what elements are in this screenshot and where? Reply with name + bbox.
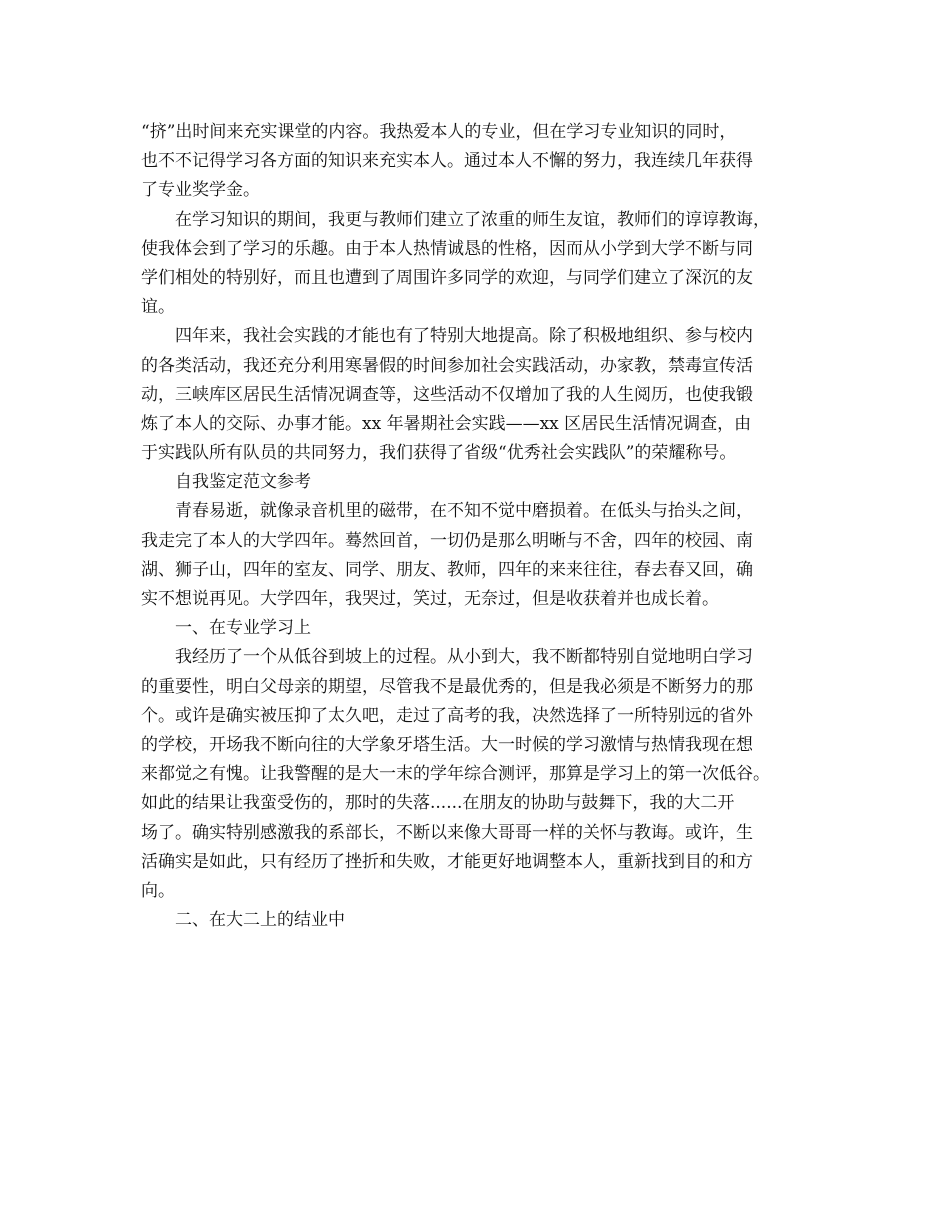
text-line: 于实践队所有队员的共同努力，我们获得了省级“优秀社会实践队”的荣耀称号。	[141, 443, 737, 464]
text-line: 使我体会到了学习的乐趣。由于本人热情诚恳的性格，因而从小学到大学不断与同	[141, 238, 753, 259]
text-line: 场了。确实特别感激我的系部长，不断以来像大哥哥一样的关怀与教诲。或许，生	[141, 822, 753, 843]
text-line: 炼了本人的交际、办事才能。xx 年暑期社会实践——xx 区居民生活情况调查，由	[141, 413, 752, 434]
text-line: 一、在专业学习上	[175, 618, 311, 639]
text-line: 我经历了一个从低谷到坡上的过程。从小到大，我不断都特别自觉地明白学习	[175, 647, 753, 668]
text-line: 自我鉴定范文参考	[175, 472, 311, 493]
text-line: 二、在大二上的结业中	[175, 910, 345, 931]
text-line: 在学习知识的期间，我更与教师们建立了浓重的师生友谊，教师们的谆谆教诲，	[175, 209, 770, 230]
text-line: “挤”出时间来充实课堂的内容。我热爱本人的专业，但在学习专业知识的同时，	[141, 122, 737, 142]
text-line: 四年来，我社会实践的才能也有了特别大地提高。除了积极地组织、参与校内	[175, 326, 753, 347]
text-line: 的学校，开场我不断向往的大学象牙塔生活。大一时候的学习激情与热情我现在想	[141, 734, 753, 755]
text-line: 了专业奖学金。	[141, 180, 260, 201]
text-line: 的重要性，明白父母亲的期望，尽管我不是最优秀的，但是我必须是不断努力的那	[141, 676, 753, 697]
text-line: 我走完了本人的大学四年。蓦然回首，一切仍是那么明晰与不舍，四年的校园、南	[141, 530, 753, 551]
document-body	[141, 118, 841, 935]
text-line: 学们相处的特别好，而且也遭到了周围许多同学的欢迎，与同学们建立了深沉的友	[141, 267, 753, 288]
text-line: 湖、狮子山，四年的室友、同学、朋友、教师，四年的来来往往，春去春又回，确	[141, 559, 753, 580]
text-line: 向。	[141, 880, 175, 901]
text-line: 个。或许是确实被压抑了太久吧，走过了高考的我，决然选择了一所特别远的省外	[141, 705, 753, 726]
text-line: 实不想说再见。大学四年，我哭过，笑过，无奈过，但是收获着并也成长着。	[141, 589, 719, 609]
text-line: 也不不记得学习各方面的知识来充实本人。通过本人不懈的努力，我连续几年获得	[141, 151, 753, 172]
text-line: 活确实是如此，只有经历了挫折和失败，才能更好地调整本人，重新找到目的和方	[141, 851, 753, 872]
text-line: 如此的结果让我蛮受伤的，那时的失落......在朋友的协助与鼓舞下，我的大二开	[141, 793, 735, 814]
text-line: 谊。	[141, 297, 175, 318]
text-line: 的各类活动，我还充分利用寒暑假的时间参加社会实践活动，办家教，禁毒宣传活	[141, 355, 753, 376]
text-line: 青春易逝，就像录音机里的磁带，在不知不觉中磨损着。在低头与抬头之间，	[175, 501, 753, 522]
text-line: 动，三峡库区居民生活情况调查等，这些活动不仅增加了我的人生阅历，也使我锻	[141, 384, 753, 405]
text-line: 来都觉之有愧。让我警醒的是大一末的学年综合测评，那算是学习上的第一次低谷。	[141, 764, 770, 785]
